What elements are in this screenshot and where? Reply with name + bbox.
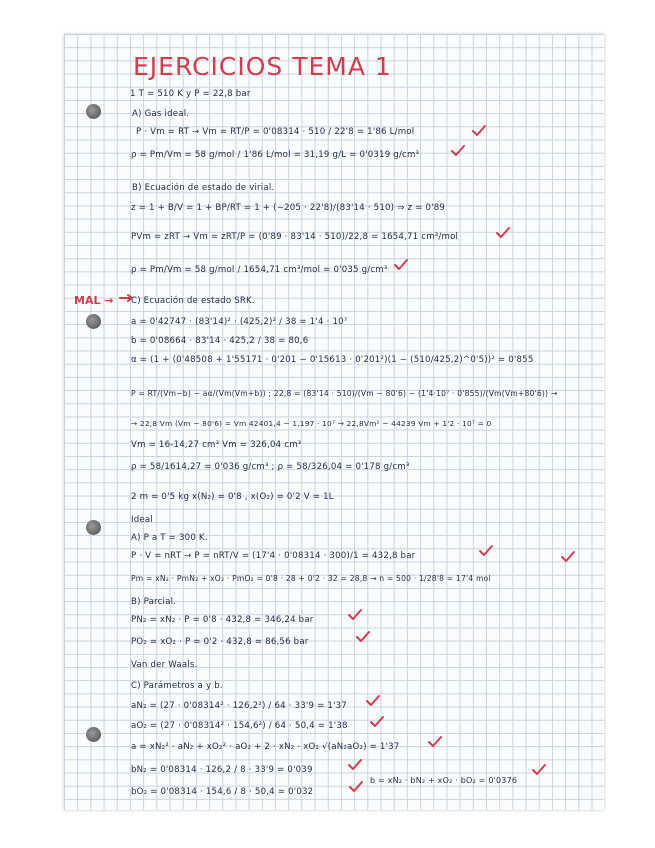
mal-annotation: MAL → — [74, 294, 114, 307]
section-virial: B) Ecuación de estado de virial. — [132, 183, 275, 193]
eq-partial-n2: PN₂ = xN₂ · P = 0'8 · 432,8 = 346,24 bar — [131, 615, 314, 625]
section-gas-ideal: A) Gas ideal. — [132, 109, 190, 119]
eq-b-n2: bN₂ = 0'08314 · 126,2 / 8 · 33'9 = 0'039 — [131, 765, 313, 775]
eq-a-mix: a = xN₂² · aN₂ + xO₂² · aO₂ + 2 · xN₂ · xO₂ √(aN₂aO₂) = 1'37 — [131, 742, 400, 752]
eq-density-srk: ρ = 58/1614,27 = 0'036 g/cm³ ; ρ = 58/326,04 = 0'178 g/cm³ — [131, 462, 410, 472]
eq-a-srk: a = 0'42747 · (83'14)² · (425,2)² / 38 = 1'4 · 10⁷ — [131, 317, 348, 327]
eq-b-o2: bO₂ = 0'08314 · 154,6 / 8 · 50,4 = 0'032 — [131, 787, 314, 797]
binder-hole — [86, 104, 101, 119]
section-parameters: C) Parámetros a y b. — [131, 681, 223, 691]
exercise-2-data: 2 m = 0'5 kg x(N₂) = 0'8 , x(O₂) = 0'2 V = 1L — [131, 492, 334, 502]
eq-a-o2: aO₂ = (27 · 0'08314² · 154,6²) / 64 · 50,4 = 1'38 — [131, 721, 348, 731]
exercise-1-data: 1 T = 510 K y P = 22,8 bar — [130, 89, 251, 99]
eq-density-virial: ρ = Pm/Vm = 58 g/mol / 1654,71 cm³/mol = 0'035 g/cm³ — [131, 265, 388, 275]
eq-density-ideal: ρ = Pm/Vm = 58 g/mol / 1'86 L/mol = 31,19 g/L = 0'0319 g/cm³ — [131, 150, 420, 160]
eq-b-mix: b = xN₂ · bN₂ + xO₂ · bO₂ = 0'0376 — [370, 776, 518, 785]
section-partial: B) Parcial. — [131, 597, 177, 607]
section-ideal: Ideal — [131, 515, 153, 525]
binder-hole — [86, 314, 101, 329]
binder-hole — [86, 520, 101, 535]
page-title: EJERCICIOS TEMA 1 — [133, 52, 392, 81]
eq-cubic-srk: → 22,8 Vm (Vm − 80'6) = Vm 42401,4 − 1,197 · 10⁷ → 22,8Vm² − 44239 Vm + 1'2 · 10⁷ = 0 — [131, 419, 492, 428]
eq-pressure-srk: P = RT/(Vm−b) − aα/(Vm(Vm+b)) ; 22,8 = (83'14 · 510)/(Vm − 80'6) − (1'4·10⁷ · 0'855)/(Vm(Vm+80'6)) → — [131, 389, 558, 398]
eq-roots-srk: Vm = 16-14,27 cm³ Vm = 326,04 cm³ — [131, 440, 302, 450]
eq-molar-volume-ideal: P · Vm = RT → Vm = RT/P = 0'08314 · 510 / 22'8 = 1'86 L/mol — [136, 127, 415, 137]
eq-alpha-srk: α = (1 + (0'48508 + 1'55171 · 0'201 − 0'15613 · 0'201²)(1 − (510/425,2)^0'5))² = 0'855 — [131, 355, 534, 365]
eq-z-virial: z = 1 + B/V = 1 + BP/RT = 1 + (−205 · 22'8)/(83'14 · 510) ⇒ z = 0'89 — [131, 203, 446, 213]
eq-molar-volume-virial: PVm = zRT → Vm = zRT/P = (0'89 · 83'14 · 510)/22,8 = 1654,71 cm³/mol — [131, 232, 459, 242]
section-pressure-300k: A) P a T = 300 K. — [131, 533, 208, 543]
section-srk: C) Ecuación de estado SRK. — [131, 296, 255, 306]
binder-hole — [86, 727, 101, 742]
eq-mean-molar-mass: Pm = xN₂ · PmN₂ + xO₂ · PmO₂ = 0'8 · 28 + 0'2 · 32 = 28,8 → n = 500 · 1/28'8 = 17'4 mol — [131, 574, 491, 583]
eq-pressure-ideal: P · V = nRT → P = nRT/V = (17'4 · 0'08314 · 300)/1 = 432,8 bar — [131, 551, 416, 561]
eq-b-srk: b = 0'08664 · 83'14 · 425,2 / 38 = 80,6 — [131, 336, 309, 346]
eq-a-n2: aN₂ = (27 · 0'08314² · 126,2²) / 64 · 33'9 = 1'37 — [131, 701, 347, 711]
eq-partial-o2: PO₂ = xO₂ · P = 0'2 · 432,8 = 86,56 bar — [131, 637, 309, 647]
section-van-der-waals: Van der Waals. — [131, 660, 198, 670]
